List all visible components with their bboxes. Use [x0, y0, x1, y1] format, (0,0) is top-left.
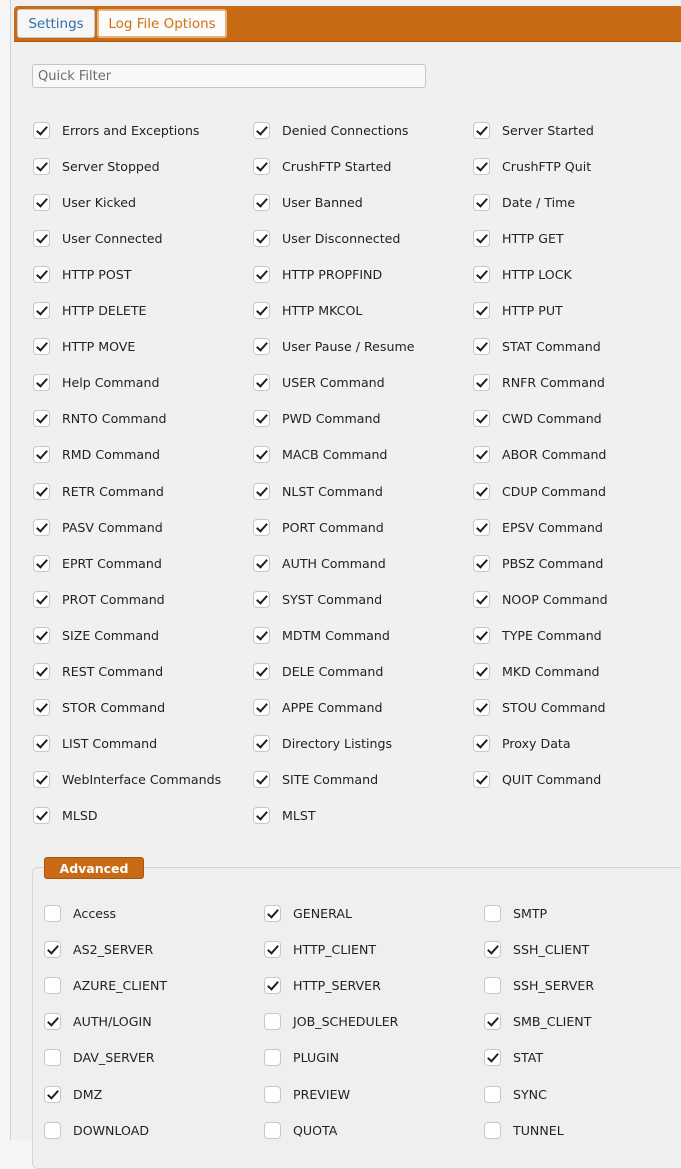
option-size-command[interactable] [33, 625, 159, 645]
option-checkbox[interactable] [473, 194, 490, 211]
option-label: QUOTA [293, 1122, 338, 1138]
option-checkbox[interactable] [473, 771, 490, 788]
option-as2-server[interactable] [44, 939, 153, 959]
option-checkbox[interactable] [264, 1122, 281, 1139]
option-checkbox[interactable] [264, 977, 281, 994]
option-checkbox[interactable] [253, 771, 270, 788]
option-http-move[interactable] [33, 337, 135, 357]
option-auth-command[interactable] [253, 553, 386, 573]
option-rnfr-command[interactable] [473, 373, 605, 393]
option-label: DMZ [73, 1086, 103, 1102]
option-http-mkcol[interactable] [253, 301, 362, 321]
option-label: WebInterface Commands [62, 772, 222, 788]
option-label: APPE Command [282, 700, 383, 716]
option-checkbox[interactable] [253, 483, 270, 500]
option-nlst-command[interactable] [253, 481, 383, 501]
option-appe-command[interactable] [253, 698, 383, 718]
option-label: AUTH/LOGIN [73, 1014, 152, 1030]
option-stat-command[interactable] [473, 337, 601, 357]
option-checkbox[interactable] [473, 627, 490, 644]
option-label: JOB_SCHEDULER [293, 1014, 399, 1030]
option-checkbox[interactable] [253, 519, 270, 536]
option-list-command[interactable] [33, 734, 157, 754]
option-label: HTTP LOCK [502, 266, 572, 282]
option-checkbox[interactable] [44, 1086, 61, 1103]
option-checkbox[interactable] [33, 699, 50, 716]
option-abor-command[interactable] [473, 445, 606, 465]
option-label: SYNC [513, 1086, 547, 1102]
option-label: CDUP Command [502, 483, 607, 499]
option-port-command[interactable] [253, 517, 384, 537]
option-label: TYPE Command [502, 627, 602, 643]
option-sync[interactable] [484, 1084, 547, 1104]
option-label: DOWNLOAD [73, 1122, 150, 1138]
option-tunnel[interactable] [484, 1120, 564, 1140]
option-label: Proxy Data [502, 736, 571, 752]
option-checkbox[interactable] [33, 266, 50, 283]
option-checkbox[interactable] [33, 122, 50, 139]
option-checkbox[interactable] [253, 807, 270, 824]
option-checkbox[interactable] [473, 735, 490, 752]
option-http-get[interactable] [473, 228, 564, 248]
option-label: HTTP PUT [502, 303, 563, 318]
option-user-command[interactable] [253, 373, 385, 393]
option-checkbox[interactable] [264, 1013, 281, 1030]
option-checkbox[interactable] [253, 627, 270, 644]
option-help-command[interactable] [33, 373, 159, 393]
option-pasv-command[interactable] [33, 517, 163, 537]
option-date-time[interactable] [473, 192, 575, 212]
option-checkbox[interactable] [473, 555, 490, 572]
option-user-disconnected[interactable] [253, 228, 400, 248]
option-label: SYST Command [282, 591, 383, 607]
option-checkbox[interactable] [473, 410, 490, 427]
option-http-client[interactable] [264, 939, 376, 959]
option-server-started[interactable] [473, 120, 594, 140]
option-label: HTTP GET [502, 230, 564, 246]
option-checkbox[interactable] [253, 266, 270, 283]
option-label: MDTM Command [282, 627, 390, 643]
option-auth-login[interactable] [44, 1012, 152, 1032]
option-checkbox[interactable] [473, 591, 490, 608]
option-label: PASV Command [62, 519, 163, 535]
option-label: USER Command [282, 375, 385, 391]
option-checkbox[interactable] [33, 807, 50, 824]
tab-log-file-options[interactable]: Log File Options [97, 9, 227, 38]
option-mdtm-command[interactable] [253, 625, 390, 645]
option-user-pause-resume[interactable] [253, 337, 415, 357]
option-checkbox[interactable] [33, 555, 50, 572]
option-label: MKD Command [502, 664, 600, 679]
option-label: User Banned [282, 194, 363, 210]
option-label: GENERAL [293, 905, 352, 921]
option-checkbox[interactable] [33, 374, 50, 391]
option-label: SMB_CLIENT [513, 1014, 592, 1030]
option-dele-command[interactable] [253, 662, 383, 682]
option-checkbox[interactable] [264, 1086, 281, 1103]
option-ssh-client[interactable] [484, 939, 589, 959]
option-label: Access [73, 905, 117, 921]
option-checkbox[interactable] [253, 555, 270, 572]
option-label: HTTP MKCOL [282, 303, 363, 318]
option-label: User Disconnected [282, 230, 401, 246]
option-label: PROT Command [62, 591, 165, 607]
option-label: User Pause / Resume [282, 339, 415, 355]
option-label: MLSD [62, 808, 98, 824]
option-checkbox[interactable] [33, 483, 50, 500]
option-label: HTTP_SERVER [293, 977, 381, 993]
option-label: RNFR Command [502, 375, 605, 391]
option-checkbox[interactable] [473, 338, 490, 355]
option-label: AS2_SERVER [73, 941, 154, 957]
option-checkbox[interactable] [484, 1122, 501, 1139]
option-checkbox[interactable] [33, 410, 50, 427]
option-checkbox[interactable] [253, 699, 270, 716]
option-checkbox[interactable] [473, 266, 490, 283]
option-label: EPSV Command [502, 519, 603, 535]
option-checkbox[interactable] [264, 905, 281, 922]
option-checkbox[interactable] [253, 302, 270, 319]
option-proxy-data[interactable] [473, 734, 571, 754]
option-checkbox[interactable] [33, 230, 50, 247]
option-label: NLST Command [282, 483, 383, 499]
option-http-lock[interactable] [473, 264, 572, 284]
option-http-propfind[interactable] [253, 264, 382, 284]
option-label: AUTH Command [282, 555, 386, 571]
option-stat[interactable] [484, 1048, 543, 1068]
option-checkbox[interactable] [253, 194, 270, 211]
option-label: MLST [282, 808, 316, 824]
option-label: DAV_SERVER [73, 1050, 155, 1066]
option-label: ABOR Command [502, 447, 607, 463]
option-dav-server[interactable] [44, 1048, 155, 1068]
option-errors-and-exceptions[interactable] [33, 120, 200, 140]
option-checkbox[interactable] [473, 483, 490, 500]
option-checkbox[interactable] [33, 519, 50, 536]
option-checkbox[interactable] [484, 1049, 501, 1066]
option-checkbox[interactable] [484, 905, 501, 922]
option-general[interactable] [264, 903, 352, 923]
option-http-put[interactable] [473, 301, 563, 321]
option-checkbox[interactable] [473, 374, 490, 391]
option-user-connected[interactable] [33, 228, 163, 248]
option-label: Date / Time [502, 194, 576, 210]
option-http-delete[interactable] [33, 301, 147, 321]
option-stou-command[interactable] [473, 698, 606, 718]
option-label: QUIT Command [502, 772, 602, 788]
option-plugin[interactable] [264, 1048, 339, 1068]
option-label: RETR Command [62, 483, 164, 499]
option-smtp[interactable] [484, 903, 547, 923]
option-label: PREVIEW [293, 1086, 351, 1102]
option-access[interactable] [44, 903, 116, 923]
option-checkbox[interactable] [33, 735, 50, 752]
option-checkbox[interactable] [253, 735, 270, 752]
option-checkbox[interactable] [253, 230, 270, 247]
option-webinterface-commands[interactable] [33, 770, 221, 790]
option-label: STAT [513, 1050, 544, 1066]
option-checkbox[interactable] [33, 194, 50, 211]
option-checkbox[interactable] [253, 663, 270, 680]
option-denied-connections[interactable] [253, 120, 409, 140]
quick-filter-input[interactable] [32, 64, 426, 88]
option-crushftp-started[interactable] [253, 156, 391, 176]
option-pbsz-command[interactable] [473, 553, 603, 573]
option-label: RMD Command [62, 447, 161, 463]
option-http-server[interactable] [264, 975, 381, 995]
option-stor-command[interactable] [33, 698, 165, 718]
option-label: LIST Command [62, 736, 158, 752]
option-label: Errors and Exceptions [62, 122, 200, 138]
option-pwd-command[interactable] [253, 409, 380, 429]
option-checkbox[interactable] [44, 905, 61, 922]
option-checkbox[interactable] [253, 446, 270, 463]
option-checkbox[interactable] [264, 941, 281, 958]
option-label: Help Command [62, 375, 160, 391]
option-label: SIZE Command [62, 627, 160, 643]
option-checkbox[interactable] [484, 1013, 501, 1030]
option-directory-listings[interactable] [253, 734, 392, 754]
option-label: CWD Command [502, 411, 602, 427]
option-label: PORT Command [282, 519, 384, 535]
option-label: SMTP [513, 905, 548, 921]
option-label: HTTP PROPFIND [282, 266, 383, 282]
option-label: Server Stopped [62, 158, 160, 174]
option-user-kicked[interactable] [33, 192, 136, 212]
option-checkbox[interactable] [44, 941, 61, 958]
option-retr-command[interactable] [33, 481, 164, 501]
option-label: User Connected [62, 230, 163, 246]
option-checkbox[interactable] [253, 591, 270, 608]
option-label: MACB Command [282, 447, 388, 463]
advanced-legend: Advanced [44, 857, 144, 879]
option-label: SSH_SERVER [513, 977, 595, 993]
option-checkbox[interactable] [473, 699, 490, 716]
option-label: PWD Command [282, 411, 381, 427]
option-label: HTTP_CLIENT [293, 941, 377, 957]
option-label: HTTP POST [62, 266, 132, 282]
option-checkbox[interactable] [484, 941, 501, 958]
option-ssh-server[interactable] [484, 975, 594, 995]
option-quit-command[interactable] [473, 770, 601, 790]
option-label: HTTP DELETE [62, 303, 147, 318]
option-checkbox[interactable] [253, 338, 270, 355]
option-cdup-command[interactable] [473, 481, 606, 501]
option-label: Server Started [502, 122, 594, 138]
option-mlsd[interactable] [33, 806, 98, 826]
option-label: SSH_CLIENT [513, 941, 590, 957]
tab-settings[interactable]: Settings [17, 9, 95, 38]
option-server-stopped[interactable] [33, 156, 160, 176]
option-checkbox[interactable] [44, 1049, 61, 1066]
option-epsv-command[interactable] [473, 517, 603, 537]
option-noop-command[interactable] [473, 589, 608, 609]
option-label: SITE Command [282, 772, 379, 788]
option-label: STOU Command [502, 700, 606, 716]
option-checkbox[interactable] [473, 446, 490, 463]
option-prot-command[interactable] [33, 589, 165, 609]
option-checkbox[interactable] [33, 591, 50, 608]
option-mlst[interactable] [253, 806, 316, 826]
option-checkbox[interactable] [253, 410, 270, 427]
option-label: RNTO Command [62, 411, 167, 427]
option-label: STOR Command [62, 700, 166, 716]
option-checkbox[interactable] [44, 1013, 61, 1030]
option-label: NOOP Command [502, 591, 608, 607]
option-rest-command[interactable] [33, 662, 163, 682]
option-checkbox[interactable] [33, 663, 50, 680]
option-syst-command[interactable] [253, 589, 382, 609]
option-job-scheduler[interactable] [264, 1012, 398, 1032]
tab-bar [14, 6, 681, 42]
option-label: EPRT Command [62, 555, 162, 571]
option-checkbox[interactable] [33, 302, 50, 319]
option-rnto-command[interactable] [33, 409, 167, 429]
option-checkbox[interactable] [473, 122, 490, 139]
option-rmd-command[interactable] [33, 445, 160, 465]
option-site-command[interactable] [253, 770, 378, 790]
option-checkbox[interactable] [484, 1086, 501, 1103]
option-checkbox[interactable] [44, 1122, 61, 1139]
option-checkbox[interactable] [33, 158, 50, 175]
option-crushftp-quit[interactable] [473, 156, 591, 176]
option-label: PLUGIN [293, 1050, 340, 1066]
option-label: PBSZ Command [502, 555, 604, 571]
option-type-command[interactable] [473, 625, 602, 645]
option-label: CrushFTP Started [282, 158, 392, 174]
option-label: DELE Command [282, 664, 384, 679]
option-label: HTTP MOVE [62, 339, 136, 355]
option-checkbox[interactable] [473, 302, 490, 319]
option-checkbox[interactable] [264, 1049, 281, 1066]
option-label: Denied Connections [282, 122, 409, 138]
option-checkbox[interactable] [253, 122, 270, 139]
option-checkbox[interactable] [33, 338, 50, 355]
option-macb-command[interactable] [253, 445, 387, 465]
option-user-banned[interactable] [253, 192, 363, 212]
option-http-post[interactable] [33, 264, 131, 284]
option-checkbox[interactable] [473, 158, 490, 175]
option-eprt-command[interactable] [33, 553, 162, 573]
option-label: TUNNEL [513, 1122, 564, 1138]
option-checkbox[interactable] [484, 977, 501, 994]
option-smb-client[interactable] [484, 1012, 591, 1032]
option-checkbox[interactable] [473, 663, 490, 680]
option-mkd-command[interactable] [473, 662, 600, 682]
option-label: STAT Command [502, 339, 601, 355]
option-checkbox[interactable] [253, 158, 270, 175]
option-checkbox[interactable] [33, 627, 50, 644]
option-checkbox[interactable] [44, 977, 61, 994]
option-label: REST Command [62, 664, 164, 679]
option-checkbox[interactable] [33, 446, 50, 463]
option-cwd-command[interactable] [473, 409, 602, 429]
option-label: Directory Listings [282, 736, 393, 752]
option-checkbox[interactable] [33, 771, 50, 788]
option-checkbox[interactable] [473, 519, 490, 536]
option-checkbox[interactable] [253, 374, 270, 391]
option-dmz[interactable] [44, 1084, 102, 1104]
option-quota[interactable] [264, 1120, 337, 1140]
option-checkbox[interactable] [473, 230, 490, 247]
option-azure-client[interactable] [44, 975, 167, 995]
option-label: User Kicked [62, 194, 136, 210]
option-label: AZURE_CLIENT [73, 977, 168, 993]
option-download[interactable] [44, 1120, 149, 1140]
option-label: CrushFTP Quit [502, 158, 592, 174]
option-preview[interactable] [264, 1084, 350, 1104]
